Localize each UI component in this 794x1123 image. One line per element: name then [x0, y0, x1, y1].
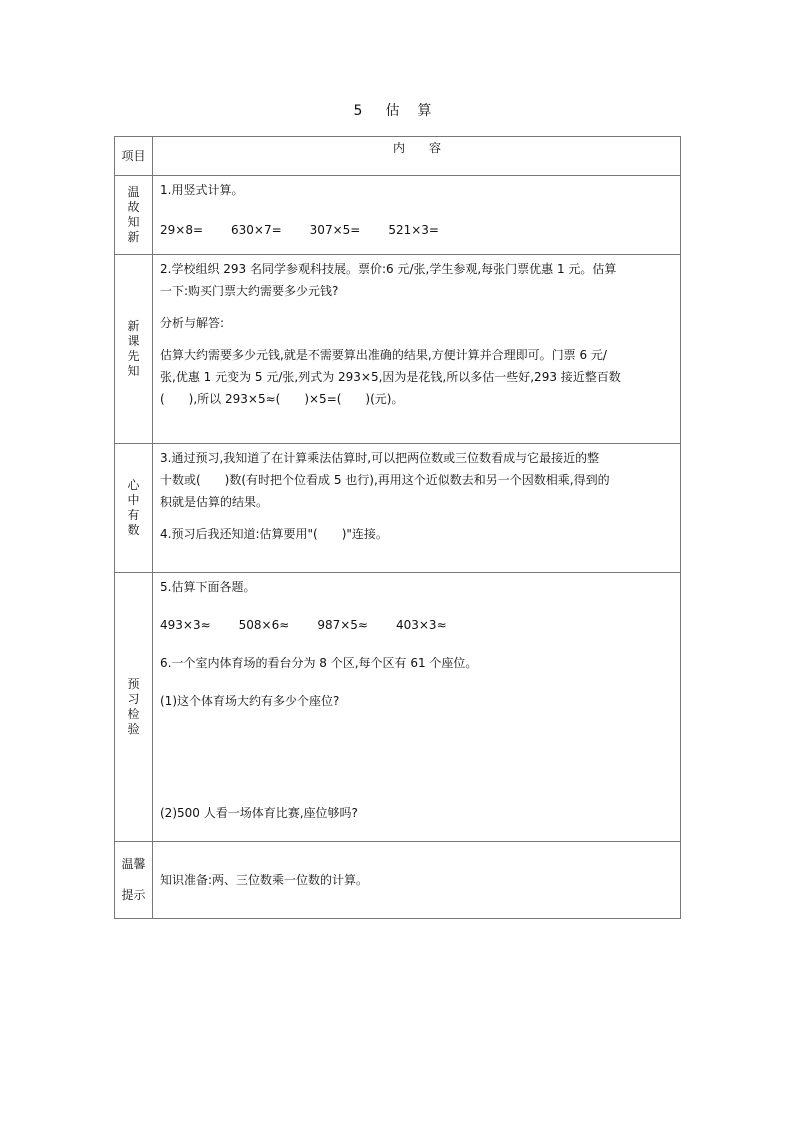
section-label-knowledge: 心中有数 — [115, 444, 153, 573]
section-content-tip — [153, 842, 681, 919]
question-3-line-3: 积就是估算的结果。 — [160, 495, 269, 509]
section-content-knowledge — [153, 444, 681, 573]
lesson-number: 5 — [353, 103, 363, 119]
section-content-check — [153, 573, 681, 842]
section-label-preview: 新课先知 — [115, 255, 153, 444]
calc-item: 29×8= — [160, 223, 204, 237]
answer-line-3: ( ),所以 293×5≈( )×5=( )(元)。 — [160, 392, 404, 406]
calc-item: 630×7= — [231, 223, 282, 237]
estimate-item: 508×6≈ — [238, 618, 290, 632]
worksheet-table — [114, 136, 681, 919]
question-4: 4.预习后我还知道:估算要用"( )"连接。 — [160, 527, 388, 541]
calc-list — [160, 219, 674, 241]
estimate-item: 493×3≈ — [160, 618, 211, 632]
analysis-heading: 分析与解答: — [160, 316, 225, 330]
header-content: 内 容 — [153, 137, 681, 176]
section-preview — [115, 255, 681, 444]
section-tip — [115, 842, 681, 919]
table-header-row — [115, 137, 681, 176]
page-title — [0, 100, 794, 120]
header-project: 项目 — [115, 137, 153, 176]
estimate-item: 987×5≈ — [317, 618, 368, 632]
title-char-1: 估 — [385, 103, 400, 119]
section-label-check: 预习检验 — [115, 573, 153, 842]
section-review — [115, 176, 681, 255]
question-5: 5.估算下面各题。 — [160, 580, 256, 594]
section-label-review: 温故知新 — [115, 176, 153, 255]
question-6-part-2: (2)500 人看一场体育比赛,座位够吗? — [160, 806, 358, 820]
question-2-line-2: 一下:购买门票大约需要多少元钱? — [160, 284, 339, 298]
calc-item: 307×5= — [309, 223, 361, 237]
question-3-line-1: 3.通过预习,我知道了在计算乘法估算时,可以把两位数或三位数看成与它最接近的整 — [160, 451, 600, 465]
title-char-2: 算 — [417, 103, 432, 119]
answer-space — [160, 712, 674, 802]
calc-item: 521×3= — [388, 223, 439, 237]
answer-line-2: 张,优惠 1 元变为 5 元/张,列式为 293×5,因为是花钱,所以多估一些好,293 接近整百数 — [160, 370, 621, 384]
question-2-line-1: 2.学校组织 293 名同学参观科技展。票价:6 元/张,学生参观,每张门票优惠 1 元。估算 — [160, 262, 617, 276]
section-label-tip: 温馨 提示 — [115, 842, 153, 919]
section-content-preview — [153, 255, 681, 444]
question-3-line-2: 十数或( )数(有时把个位看成 5 也行),再用这个近似数去和另一个因数相乘,得到的 — [160, 473, 610, 487]
question-1: 1.用竖式计算。 — [160, 183, 244, 197]
answer-line-1: 估算大约需要多少元钱,就是不需要算出准确的结果,方便计算并合理即可。门票 6 元/ — [160, 348, 607, 362]
section-content-review — [153, 176, 681, 255]
question-6-part-1: (1)这个体育场大约有多少个座位? — [160, 694, 340, 708]
estimate-list — [160, 614, 674, 636]
section-knowledge — [115, 444, 681, 573]
section-check — [115, 573, 681, 842]
question-6: 6.一个室内体育场的看台分为 8 个区,每个区有 61 个座位。 — [160, 656, 478, 670]
tip-text: 知识准备:两、三位数乘一位数的计算。 — [160, 873, 369, 887]
estimate-item: 403×3≈ — [395, 618, 447, 632]
